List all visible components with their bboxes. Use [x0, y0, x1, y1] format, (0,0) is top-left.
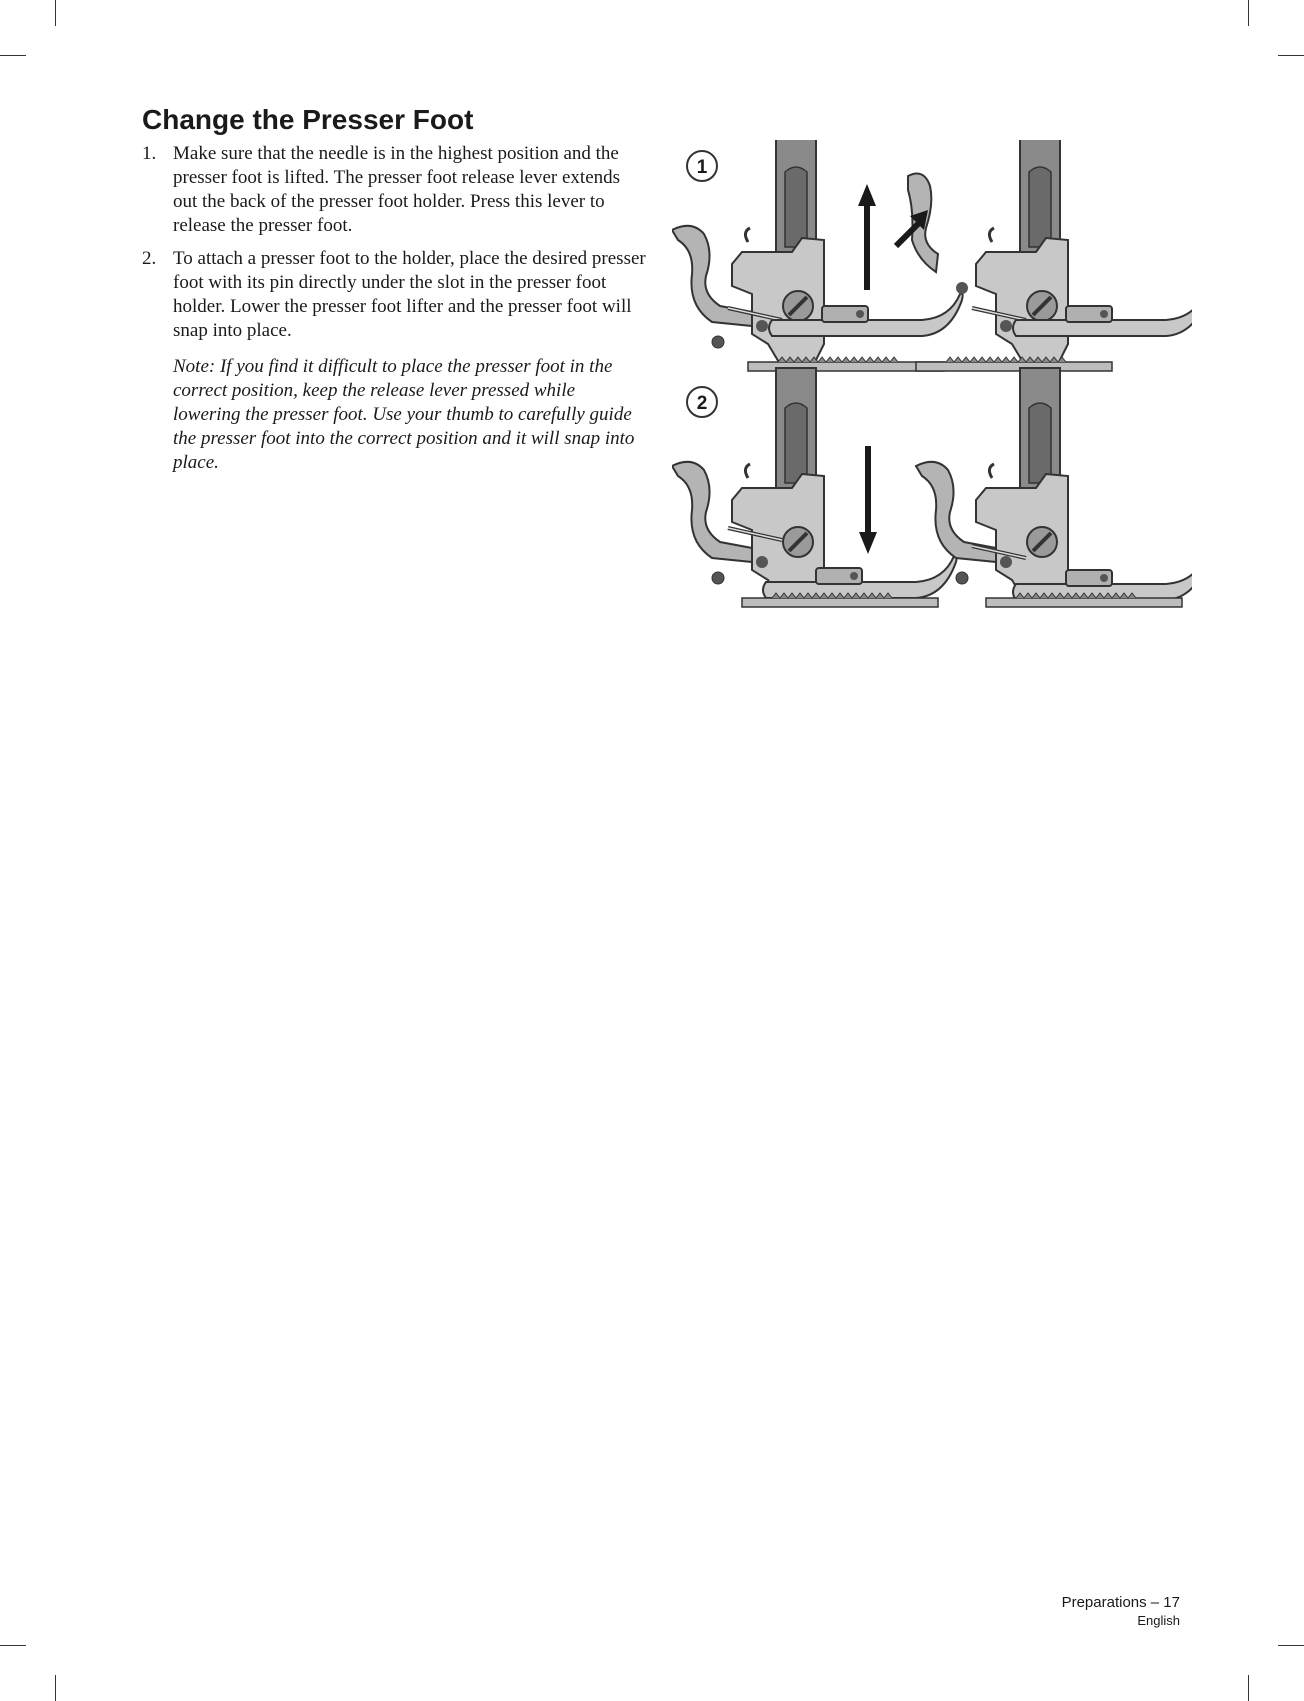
crop-mark: [1248, 1675, 1249, 1701]
instruction-list: [142, 142, 647, 475]
crop-mark: [1248, 0, 1249, 26]
arrow-up-icon: [858, 184, 876, 290]
crop-mark: [55, 1675, 56, 1701]
step-text: To attach a presser foot to the holder, place the desired presser foot with its pin directly under the slot in the presser foot holder. Lower the presser foot lifter and the presser foot will snap into place.: [173, 248, 646, 341]
crop-mark: [1278, 55, 1304, 56]
language-label: English: [1137, 1613, 1180, 1628]
page-footer: [1062, 1593, 1180, 1629]
callout-1: 1: [696, 157, 708, 178]
crop-mark: [55, 0, 56, 26]
crop-mark: [0, 1645, 26, 1646]
step-text: Make sure that the needle is in the highest position and the presser foot is lifted. The presser foot release lever extends out the back of the presser foot holder. Press this lever to release the presser foot.: [173, 143, 621, 236]
page-number: Preparations – 17: [1061, 1594, 1180, 1611]
callout-2: 2: [696, 393, 708, 414]
crop-mark: [1278, 1645, 1304, 1646]
step-number: 2.: [142, 248, 157, 269]
arrow-down-icon: [859, 446, 877, 554]
page-title: Change the Presser Foot: [142, 104, 474, 135]
list-item: [142, 142, 647, 238]
note-text: Note: If you find it difficult to place the presser foot in the correct position, keep the release lever pressed while lowering the presser foot. Use your thumb to carefully guide the presser foot into the correct position and it will snap into place.: [173, 356, 635, 473]
list-item: [142, 247, 647, 343]
step-number: 1.: [142, 143, 157, 164]
presser-foot-illustration: [672, 140, 1192, 620]
crop-mark: [0, 55, 26, 56]
